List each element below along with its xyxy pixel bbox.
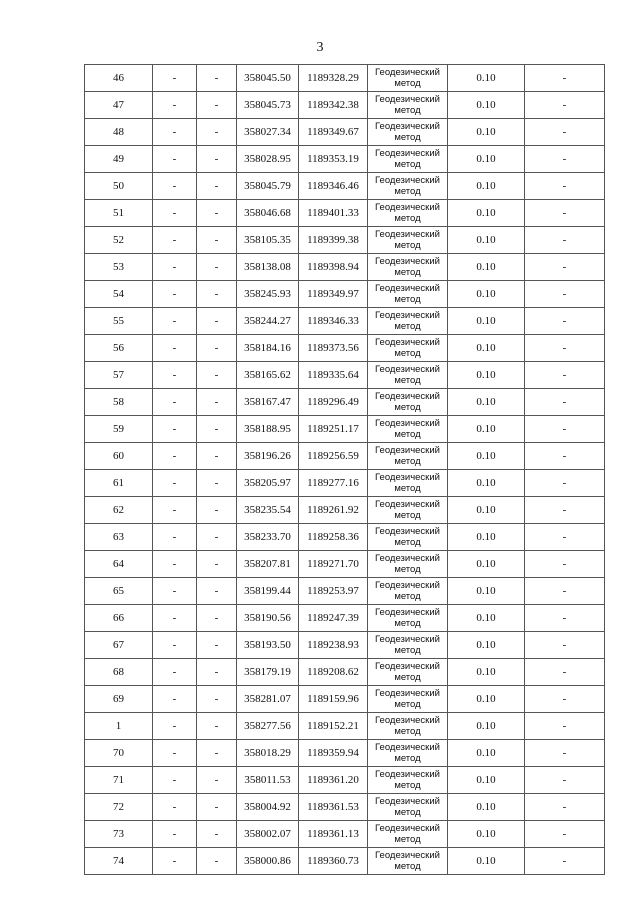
table-row xyxy=(85,848,605,875)
y-coordinate-cell: 1189335.64 xyxy=(299,362,368,389)
empty-marker-cell: - xyxy=(197,848,237,875)
empty-marker-cell: - xyxy=(197,416,237,443)
point-number-cell: 1 xyxy=(85,713,153,740)
empty-marker-cell: - xyxy=(197,686,237,713)
empty-marker-cell: - xyxy=(153,740,197,767)
method-cell: Геодезический метод xyxy=(368,578,448,605)
point-number-cell: 56 xyxy=(85,335,153,362)
table-row xyxy=(85,632,605,659)
y-coordinate-cell: 1189247.39 xyxy=(299,605,368,632)
point-number-cell: 54 xyxy=(85,281,153,308)
note-cell: - xyxy=(525,65,605,92)
empty-marker-cell: - xyxy=(197,578,237,605)
empty-marker-cell: - xyxy=(153,227,197,254)
method-cell: Геодезический метод xyxy=(368,146,448,173)
accuracy-cell: 0.10 xyxy=(448,470,525,497)
empty-marker-cell: - xyxy=(153,578,197,605)
x-coordinate-cell: 358193.50 xyxy=(237,632,299,659)
empty-marker-cell: - xyxy=(153,362,197,389)
point-number-cell: 70 xyxy=(85,740,153,767)
method-cell: Геодезический метод xyxy=(368,308,448,335)
empty-marker-cell: - xyxy=(153,767,197,794)
empty-marker-cell: - xyxy=(197,470,237,497)
method-cell: Геодезический метод xyxy=(368,254,448,281)
method-cell: Геодезический метод xyxy=(368,686,448,713)
empty-marker-cell: - xyxy=(153,308,197,335)
table-row xyxy=(85,92,605,119)
y-coordinate-cell: 1189342.38 xyxy=(299,92,368,119)
method-cell: Геодезический метод xyxy=(368,497,448,524)
point-number-cell: 57 xyxy=(85,362,153,389)
empty-marker-cell: - xyxy=(197,740,237,767)
note-cell: - xyxy=(525,119,605,146)
method-cell: Геодезический метод xyxy=(368,605,448,632)
table-row xyxy=(85,254,605,281)
x-coordinate-cell: 358205.97 xyxy=(237,470,299,497)
y-coordinate-cell: 1189353.19 xyxy=(299,146,368,173)
empty-marker-cell: - xyxy=(153,254,197,281)
note-cell: - xyxy=(525,227,605,254)
point-number-cell: 53 xyxy=(85,254,153,281)
method-cell: Геодезический метод xyxy=(368,119,448,146)
method-cell: Геодезический метод xyxy=(368,551,448,578)
empty-marker-cell: - xyxy=(153,92,197,119)
y-coordinate-cell: 1189238.93 xyxy=(299,632,368,659)
method-cell: Геодезический метод xyxy=(368,632,448,659)
x-coordinate-cell: 358184.16 xyxy=(237,335,299,362)
note-cell: - xyxy=(525,767,605,794)
empty-marker-cell: - xyxy=(197,362,237,389)
method-cell: Геодезический метод xyxy=(368,767,448,794)
empty-marker-cell: - xyxy=(153,65,197,92)
y-coordinate-cell: 1189258.36 xyxy=(299,524,368,551)
page-number: 3 xyxy=(316,40,324,55)
y-coordinate-cell: 1189159.96 xyxy=(299,686,368,713)
point-number-cell: 67 xyxy=(85,632,153,659)
method-cell: Геодезический метод xyxy=(368,470,448,497)
accuracy-cell: 0.10 xyxy=(448,362,525,389)
x-coordinate-cell: 358018.29 xyxy=(237,740,299,767)
point-number-cell: 73 xyxy=(85,821,153,848)
x-coordinate-cell: 358028.95 xyxy=(237,146,299,173)
x-coordinate-cell: 358245.93 xyxy=(237,281,299,308)
note-cell: - xyxy=(525,173,605,200)
accuracy-cell: 0.10 xyxy=(448,605,525,632)
method-cell: Геодезический метод xyxy=(368,443,448,470)
table-row xyxy=(85,173,605,200)
point-number-cell: 69 xyxy=(85,686,153,713)
x-coordinate-cell: 358046.68 xyxy=(237,200,299,227)
accuracy-cell: 0.10 xyxy=(448,767,525,794)
point-number-cell: 50 xyxy=(85,173,153,200)
x-coordinate-cell: 358188.95 xyxy=(237,416,299,443)
method-cell: Геодезический метод xyxy=(368,821,448,848)
empty-marker-cell: - xyxy=(197,92,237,119)
method-cell: Геодезический метод xyxy=(368,524,448,551)
empty-marker-cell: - xyxy=(153,632,197,659)
accuracy-cell: 0.10 xyxy=(448,740,525,767)
x-coordinate-cell: 358002.07 xyxy=(237,821,299,848)
method-cell: Геодезический метод xyxy=(368,389,448,416)
method-cell: Геодезический метод xyxy=(368,416,448,443)
table-row xyxy=(85,659,605,686)
y-coordinate-cell: 1189271.70 xyxy=(299,551,368,578)
empty-marker-cell: - xyxy=(153,389,197,416)
point-number-cell: 47 xyxy=(85,92,153,119)
table-row xyxy=(85,605,605,632)
empty-marker-cell: - xyxy=(197,389,237,416)
y-coordinate-cell: 1189359.94 xyxy=(299,740,368,767)
point-number-cell: 49 xyxy=(85,146,153,173)
y-coordinate-cell: 1189349.67 xyxy=(299,119,368,146)
point-number-cell: 62 xyxy=(85,497,153,524)
empty-marker-cell: - xyxy=(153,524,197,551)
empty-marker-cell: - xyxy=(197,254,237,281)
method-cell: Геодезический метод xyxy=(368,794,448,821)
table-row xyxy=(85,767,605,794)
x-coordinate-cell: 358199.44 xyxy=(237,578,299,605)
note-cell: - xyxy=(525,713,605,740)
point-number-cell: 74 xyxy=(85,848,153,875)
accuracy-cell: 0.10 xyxy=(448,713,525,740)
accuracy-cell: 0.10 xyxy=(448,65,525,92)
x-coordinate-cell: 358004.92 xyxy=(237,794,299,821)
accuracy-cell: 0.10 xyxy=(448,632,525,659)
empty-marker-cell: - xyxy=(153,443,197,470)
y-coordinate-cell: 1189349.97 xyxy=(299,281,368,308)
note-cell: - xyxy=(525,848,605,875)
empty-marker-cell: - xyxy=(153,821,197,848)
table-row xyxy=(85,740,605,767)
accuracy-cell: 0.10 xyxy=(448,119,525,146)
accuracy-cell: 0.10 xyxy=(448,200,525,227)
table-row xyxy=(85,200,605,227)
note-cell: - xyxy=(525,659,605,686)
note-cell: - xyxy=(525,92,605,119)
note-cell: - xyxy=(525,443,605,470)
table-row xyxy=(85,443,605,470)
table-body xyxy=(85,65,605,875)
point-number-cell: 71 xyxy=(85,767,153,794)
note-cell: - xyxy=(525,578,605,605)
empty-marker-cell: - xyxy=(197,524,237,551)
accuracy-cell: 0.10 xyxy=(448,146,525,173)
y-coordinate-cell: 1189152.21 xyxy=(299,713,368,740)
method-cell: Геодезический метод xyxy=(368,227,448,254)
x-coordinate-cell: 358235.54 xyxy=(237,497,299,524)
note-cell: - xyxy=(525,281,605,308)
empty-marker-cell: - xyxy=(153,146,197,173)
accuracy-cell: 0.10 xyxy=(448,92,525,119)
x-coordinate-cell: 358233.70 xyxy=(237,524,299,551)
empty-marker-cell: - xyxy=(153,713,197,740)
note-cell: - xyxy=(525,335,605,362)
coordinates-table xyxy=(84,64,605,875)
y-coordinate-cell: 1189261.92 xyxy=(299,497,368,524)
note-cell: - xyxy=(525,308,605,335)
x-coordinate-cell: 358281.07 xyxy=(237,686,299,713)
table-row xyxy=(85,389,605,416)
point-number-cell: 52 xyxy=(85,227,153,254)
empty-marker-cell: - xyxy=(197,65,237,92)
point-number-cell: 51 xyxy=(85,200,153,227)
table-row xyxy=(85,335,605,362)
empty-marker-cell: - xyxy=(153,605,197,632)
accuracy-cell: 0.10 xyxy=(448,254,525,281)
point-number-cell: 59 xyxy=(85,416,153,443)
note-cell: - xyxy=(525,470,605,497)
table-row xyxy=(85,470,605,497)
empty-marker-cell: - xyxy=(153,416,197,443)
table-row xyxy=(85,497,605,524)
note-cell: - xyxy=(525,632,605,659)
empty-marker-cell: - xyxy=(153,470,197,497)
table-row xyxy=(85,551,605,578)
empty-marker-cell: - xyxy=(153,848,197,875)
accuracy-cell: 0.10 xyxy=(448,686,525,713)
x-coordinate-cell: 358027.34 xyxy=(237,119,299,146)
accuracy-cell: 0.10 xyxy=(448,335,525,362)
point-number-cell: 66 xyxy=(85,605,153,632)
empty-marker-cell: - xyxy=(197,794,237,821)
accuracy-cell: 0.10 xyxy=(448,659,525,686)
note-cell: - xyxy=(525,740,605,767)
note-cell: - xyxy=(525,362,605,389)
table-row xyxy=(85,281,605,308)
method-cell: Геодезический метод xyxy=(368,92,448,119)
accuracy-cell: 0.10 xyxy=(448,389,525,416)
table-row xyxy=(85,362,605,389)
method-cell: Геодезический метод xyxy=(368,173,448,200)
note-cell: - xyxy=(525,605,605,632)
x-coordinate-cell: 358207.81 xyxy=(237,551,299,578)
table-row xyxy=(85,686,605,713)
accuracy-cell: 0.10 xyxy=(448,308,525,335)
accuracy-cell: 0.10 xyxy=(448,578,525,605)
table-row xyxy=(85,821,605,848)
empty-marker-cell: - xyxy=(197,713,237,740)
note-cell: - xyxy=(525,551,605,578)
empty-marker-cell: - xyxy=(197,605,237,632)
note-cell: - xyxy=(525,686,605,713)
accuracy-cell: 0.10 xyxy=(448,281,525,308)
empty-marker-cell: - xyxy=(153,281,197,308)
note-cell: - xyxy=(525,146,605,173)
empty-marker-cell: - xyxy=(153,119,197,146)
table-row xyxy=(85,416,605,443)
empty-marker-cell: - xyxy=(153,335,197,362)
y-coordinate-cell: 1189361.53 xyxy=(299,794,368,821)
empty-marker-cell: - xyxy=(197,227,237,254)
table-row xyxy=(85,578,605,605)
x-coordinate-cell: 358045.79 xyxy=(237,173,299,200)
table-row xyxy=(85,119,605,146)
point-number-cell: 48 xyxy=(85,119,153,146)
empty-marker-cell: - xyxy=(197,659,237,686)
empty-marker-cell: - xyxy=(197,173,237,200)
point-number-cell: 61 xyxy=(85,470,153,497)
empty-marker-cell: - xyxy=(197,821,237,848)
table-row xyxy=(85,227,605,254)
x-coordinate-cell: 358045.73 xyxy=(237,92,299,119)
empty-marker-cell: - xyxy=(153,794,197,821)
accuracy-cell: 0.10 xyxy=(448,497,525,524)
table-row xyxy=(85,65,605,92)
empty-marker-cell: - xyxy=(153,686,197,713)
x-coordinate-cell: 358138.08 xyxy=(237,254,299,281)
method-cell: Геодезический метод xyxy=(368,335,448,362)
point-number-cell: 68 xyxy=(85,659,153,686)
y-coordinate-cell: 1189361.20 xyxy=(299,767,368,794)
x-coordinate-cell: 358167.47 xyxy=(237,389,299,416)
accuracy-cell: 0.10 xyxy=(448,173,525,200)
table-row xyxy=(85,794,605,821)
y-coordinate-cell: 1189373.56 xyxy=(299,335,368,362)
y-coordinate-cell: 1189251.17 xyxy=(299,416,368,443)
point-number-cell: 55 xyxy=(85,308,153,335)
empty-marker-cell: - xyxy=(197,632,237,659)
point-number-cell: 64 xyxy=(85,551,153,578)
empty-marker-cell: - xyxy=(197,497,237,524)
method-cell: Геодезический метод xyxy=(368,740,448,767)
note-cell: - xyxy=(525,821,605,848)
empty-marker-cell: - xyxy=(197,119,237,146)
x-coordinate-cell: 358105.35 xyxy=(237,227,299,254)
note-cell: - xyxy=(525,254,605,281)
method-cell: Геодезический метод xyxy=(368,713,448,740)
y-coordinate-cell: 1189277.16 xyxy=(299,470,368,497)
y-coordinate-cell: 1189361.13 xyxy=(299,821,368,848)
accuracy-cell: 0.10 xyxy=(448,794,525,821)
method-cell: Геодезический метод xyxy=(368,848,448,875)
y-coordinate-cell: 1189296.49 xyxy=(299,389,368,416)
y-coordinate-cell: 1189360.73 xyxy=(299,848,368,875)
empty-marker-cell: - xyxy=(197,308,237,335)
table-row xyxy=(85,713,605,740)
y-coordinate-cell: 1189399.38 xyxy=(299,227,368,254)
accuracy-cell: 0.10 xyxy=(448,416,525,443)
method-cell: Геодезический метод xyxy=(368,200,448,227)
x-coordinate-cell: 358244.27 xyxy=(237,308,299,335)
note-cell: - xyxy=(525,389,605,416)
table-row xyxy=(85,308,605,335)
note-cell: - xyxy=(525,497,605,524)
y-coordinate-cell: 1189346.46 xyxy=(299,173,368,200)
accuracy-cell: 0.10 xyxy=(448,848,525,875)
empty-marker-cell: - xyxy=(197,443,237,470)
y-coordinate-cell: 1189401.33 xyxy=(299,200,368,227)
point-number-cell: 63 xyxy=(85,524,153,551)
method-cell: Геодезический метод xyxy=(368,65,448,92)
point-number-cell: 65 xyxy=(85,578,153,605)
point-number-cell: 60 xyxy=(85,443,153,470)
x-coordinate-cell: 358190.56 xyxy=(237,605,299,632)
accuracy-cell: 0.10 xyxy=(448,551,525,578)
x-coordinate-cell: 358045.50 xyxy=(237,65,299,92)
empty-marker-cell: - xyxy=(197,146,237,173)
empty-marker-cell: - xyxy=(197,767,237,794)
point-number-cell: 72 xyxy=(85,794,153,821)
table-row xyxy=(85,524,605,551)
x-coordinate-cell: 358165.62 xyxy=(237,362,299,389)
method-cell: Геодезический метод xyxy=(368,362,448,389)
method-cell: Геодезический метод xyxy=(368,281,448,308)
x-coordinate-cell: 358277.56 xyxy=(237,713,299,740)
empty-marker-cell: - xyxy=(197,200,237,227)
empty-marker-cell: - xyxy=(153,551,197,578)
accuracy-cell: 0.10 xyxy=(448,443,525,470)
note-cell: - xyxy=(525,794,605,821)
accuracy-cell: 0.10 xyxy=(448,821,525,848)
point-number-cell: 58 xyxy=(85,389,153,416)
y-coordinate-cell: 1189346.33 xyxy=(299,308,368,335)
x-coordinate-cell: 358179.19 xyxy=(237,659,299,686)
y-coordinate-cell: 1189208.62 xyxy=(299,659,368,686)
x-coordinate-cell: 358011.53 xyxy=(237,767,299,794)
empty-marker-cell: - xyxy=(153,173,197,200)
empty-marker-cell: - xyxy=(153,497,197,524)
accuracy-cell: 0.10 xyxy=(448,227,525,254)
empty-marker-cell: - xyxy=(197,551,237,578)
table-row xyxy=(85,146,605,173)
y-coordinate-cell: 1189398.94 xyxy=(299,254,368,281)
accuracy-cell: 0.10 xyxy=(448,524,525,551)
x-coordinate-cell: 358196.26 xyxy=(237,443,299,470)
note-cell: - xyxy=(525,416,605,443)
y-coordinate-cell: 1189253.97 xyxy=(299,578,368,605)
note-cell: - xyxy=(525,200,605,227)
point-number-cell: 46 xyxy=(85,65,153,92)
method-cell: Геодезический метод xyxy=(368,659,448,686)
y-coordinate-cell: 1189256.59 xyxy=(299,443,368,470)
y-coordinate-cell: 1189328.29 xyxy=(299,65,368,92)
empty-marker-cell: - xyxy=(197,335,237,362)
empty-marker-cell: - xyxy=(153,659,197,686)
x-coordinate-cell: 358000.86 xyxy=(237,848,299,875)
empty-marker-cell: - xyxy=(197,281,237,308)
note-cell: - xyxy=(525,524,605,551)
empty-marker-cell: - xyxy=(153,200,197,227)
